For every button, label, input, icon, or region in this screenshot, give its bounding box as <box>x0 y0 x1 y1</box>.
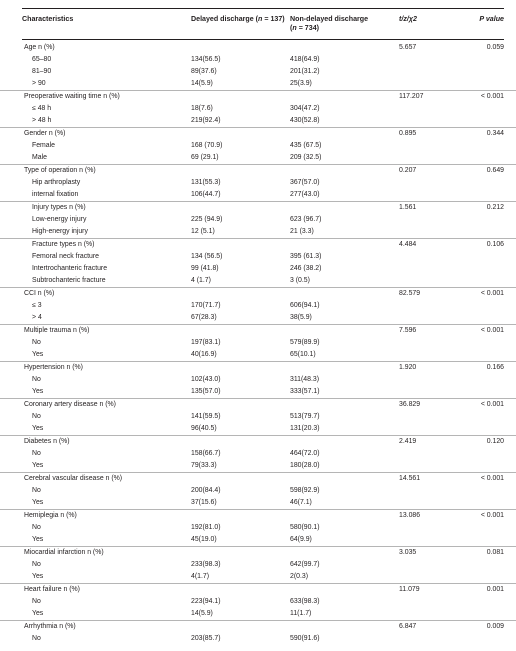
table-row <box>0 386 516 398</box>
cell-characteristic: Injury types n (%) <box>32 204 86 211</box>
cell-delayed: 89(37.6) <box>191 68 217 75</box>
cell-characteristic: Intertrochanteric fracture <box>32 265 108 272</box>
cell-statistic: 5.657 <box>399 44 417 51</box>
cell-p-value: 0.001 <box>486 586 504 593</box>
cell-characteristic: No <box>32 376 41 383</box>
cell-statistic: 36.829 <box>399 401 421 408</box>
cell-characteristic: Preoperative waiting time n (%) <box>24 93 120 100</box>
table-row <box>0 337 516 349</box>
cell-characteristic: Miocardial infarction n (%) <box>24 549 104 556</box>
table-row <box>0 140 516 152</box>
cell-delayed: 79(33.3) <box>191 462 217 469</box>
cell-characteristic: Type of operation n (%) <box>24 167 96 174</box>
cell-delayed: 102(43.0) <box>191 376 221 383</box>
table-row <box>0 127 516 140</box>
cell-non-delayed: 367(57.0) <box>290 179 320 186</box>
cell-p-value: < 0.001 <box>480 290 504 297</box>
cell-characteristic: Yes <box>32 425 44 432</box>
cell-non-delayed: 435 (67.5) <box>290 142 322 149</box>
cell-delayed: 233(98.3) <box>191 561 221 568</box>
header-test-statistic: t/z/χ2 <box>399 15 417 23</box>
cell-statistic: 13.086 <box>399 512 421 519</box>
cell-non-delayed: 2(0.3) <box>290 573 309 580</box>
cell-delayed: 192(81.0) <box>191 524 221 531</box>
cell-characteristic: 65–80 <box>32 56 52 63</box>
cell-characteristic: internal fixation <box>32 191 79 198</box>
table-row <box>0 411 516 423</box>
header-delayed-discharge <box>191 15 285 24</box>
table-row <box>0 374 516 386</box>
cell-p-value: < 0.001 <box>480 93 504 100</box>
cell-non-delayed: 418(64.9) <box>290 56 320 63</box>
cell-statistic: 14.561 <box>399 475 421 482</box>
cell-delayed: 4(1.7) <box>191 573 210 580</box>
cell-p-value: 0.649 <box>486 167 504 174</box>
header-non-delayed-n: n <box>292 24 297 32</box>
table-row <box>0 287 516 300</box>
cell-delayed: 96(40.5) <box>191 425 217 432</box>
table-row <box>0 214 516 226</box>
cell-p-value: 0.166 <box>486 364 504 371</box>
cell-characteristic: > 90 <box>32 80 46 87</box>
cell-characteristic: Coronary artery disease n (%) <box>24 401 116 408</box>
cell-non-delayed: 21 (3.3) <box>290 228 314 235</box>
table-row <box>0 349 516 361</box>
cell-non-delayed: 65(10.1) <box>290 351 316 358</box>
table-row <box>0 620 516 633</box>
header-delayed-pre: Delayed discharge ( <box>191 15 259 23</box>
table-row <box>0 361 516 374</box>
cell-non-delayed: 642(99.7) <box>290 561 320 568</box>
header-bottom-rule <box>22 39 504 40</box>
cell-non-delayed: 201(31.2) <box>290 68 320 75</box>
cell-p-value: 0.212 <box>486 204 504 211</box>
header-non-delayed-post: = 734) <box>296 24 320 32</box>
table-row <box>0 201 516 214</box>
cell-p-value: 0.106 <box>486 241 504 248</box>
cell-delayed: 69 (29.1) <box>191 154 219 161</box>
cell-characteristic: Yes <box>32 610 44 617</box>
cell-characteristic: CCI n (%) <box>24 290 55 297</box>
cell-characteristic: No <box>32 635 41 642</box>
cell-delayed: 197(83.1) <box>191 339 221 346</box>
table-row <box>0 54 516 66</box>
cell-non-delayed: 606(94.1) <box>290 302 320 309</box>
cell-delayed: 37(15.6) <box>191 499 217 506</box>
table-row <box>0 472 516 485</box>
cell-characteristic: Cerebral vascular disease n (%) <box>24 475 123 482</box>
cell-statistic: 1.920 <box>399 364 417 371</box>
cell-p-value: 0.344 <box>486 130 504 137</box>
header-delayed-post: = 137) <box>262 15 285 23</box>
cell-characteristic: Multiple trauma n (%) <box>24 327 90 334</box>
cell-p-value: < 0.001 <box>480 475 504 482</box>
table-row <box>0 559 516 571</box>
cell-statistic: 82.579 <box>399 290 421 297</box>
cell-statistic: 2.419 <box>399 438 417 445</box>
cell-characteristic: Yes <box>32 536 44 543</box>
cell-characteristic: > 4 <box>32 314 42 321</box>
cell-non-delayed: 623 (96.7) <box>290 216 322 223</box>
table-row <box>0 522 516 534</box>
cell-characteristic: No <box>32 413 41 420</box>
cell-statistic: 0.207 <box>399 167 417 174</box>
table-row <box>0 534 516 546</box>
cell-delayed: 131(55.3) <box>191 179 221 186</box>
table-row <box>0 115 516 127</box>
cell-statistic: 6.847 <box>399 623 417 630</box>
cell-characteristic: No <box>32 450 41 457</box>
table-row <box>0 103 516 115</box>
table-row <box>0 238 516 251</box>
table-row <box>0 398 516 411</box>
cell-characteristic: 81–90 <box>32 68 52 75</box>
cell-delayed: 18(7.6) <box>191 105 213 112</box>
table-row <box>0 312 516 324</box>
cell-statistic: 0.895 <box>399 130 417 137</box>
cell-non-delayed: 3 (0.5) <box>290 277 310 284</box>
table-row <box>0 633 516 645</box>
table-top-rule <box>22 8 504 9</box>
cell-characteristic: No <box>32 339 41 346</box>
cell-non-delayed: 333(57.1) <box>290 388 320 395</box>
cell-p-value: 0.009 <box>486 623 504 630</box>
table-row <box>0 78 516 90</box>
cell-non-delayed: 180(28.0) <box>290 462 320 469</box>
table-row <box>0 448 516 460</box>
table-row <box>0 251 516 263</box>
cell-non-delayed: 580(90.1) <box>290 524 320 531</box>
table-row <box>0 596 516 608</box>
table-row <box>0 423 516 435</box>
cell-characteristic: No <box>32 561 41 568</box>
table-row <box>0 497 516 509</box>
cell-characteristic: Yes <box>32 462 44 469</box>
cell-characteristic: Yes <box>32 499 44 506</box>
table-row <box>0 509 516 522</box>
cell-delayed: 168 (70.9) <box>191 142 223 149</box>
header-non-delayed-pre: ( <box>290 24 293 32</box>
cell-p-value: < 0.001 <box>480 401 504 408</box>
cell-delayed: 170(71.7) <box>191 302 221 309</box>
cell-characteristic: Yes <box>32 388 44 395</box>
table-row <box>0 152 516 164</box>
cell-characteristic: Hemiplegia n (%) <box>24 512 77 519</box>
cell-non-delayed: 246 (38.2) <box>290 265 322 272</box>
cell-non-delayed: 579(89.9) <box>290 339 320 346</box>
cell-characteristic: Female <box>32 142 55 149</box>
cell-delayed: 12 (5.1) <box>191 228 215 235</box>
table-row <box>0 583 516 596</box>
table-row <box>0 435 516 448</box>
cell-delayed: 67(28.3) <box>191 314 217 321</box>
cell-delayed: 4 (1.7) <box>191 277 211 284</box>
cell-non-delayed: 513(79.7) <box>290 413 320 420</box>
cell-characteristic: Femoral neck fracture <box>32 253 100 260</box>
table-row <box>0 164 516 177</box>
table-row <box>0 608 516 620</box>
cell-non-delayed: 304(47.2) <box>290 105 320 112</box>
table-row <box>0 300 516 312</box>
table-row <box>0 460 516 472</box>
cell-non-delayed: 430(52.8) <box>290 117 320 124</box>
table-row <box>0 485 516 497</box>
cell-delayed: 135(57.0) <box>191 388 221 395</box>
header-characteristics: Characteristics <box>22 15 74 23</box>
table-row <box>0 90 516 103</box>
cell-p-value: < 0.001 <box>480 512 504 519</box>
cell-non-delayed: 11(1.7) <box>290 610 312 617</box>
cell-characteristic: Yes <box>32 351 44 358</box>
table-row <box>0 571 516 583</box>
cell-delayed: 45(19.0) <box>191 536 217 543</box>
cell-statistic: 4.484 <box>399 241 417 248</box>
cell-non-delayed: 633(98.3) <box>290 598 320 605</box>
header-delayed-n: n <box>258 15 263 23</box>
cell-delayed: 219(92.4) <box>191 117 221 124</box>
header-non-delayed-line1: Non-delayed discharge <box>290 15 369 23</box>
cell-characteristic: High-energy injury <box>32 228 88 235</box>
cell-delayed: 134(56.5) <box>191 56 221 63</box>
cell-p-value: 0.059 <box>486 44 504 51</box>
cell-p-value: < 0.001 <box>480 327 504 334</box>
cell-delayed: 223(94.1) <box>191 598 221 605</box>
cell-p-value: 0.120 <box>486 438 504 445</box>
cell-delayed: 158(66.7) <box>191 450 221 457</box>
cell-characteristic: No <box>32 524 41 531</box>
cell-non-delayed: 131(20.3) <box>290 425 320 432</box>
cell-non-delayed: 598(92.9) <box>290 487 320 494</box>
table-row <box>0 546 516 559</box>
cell-delayed: 14(5.9) <box>191 80 213 87</box>
cell-non-delayed: 311(48.3) <box>290 376 319 383</box>
table-row <box>0 189 516 201</box>
cell-non-delayed: 277(43.0) <box>290 191 320 198</box>
header-p-value: P value <box>479 15 504 23</box>
cell-characteristic: Gender n (%) <box>24 130 66 137</box>
cell-characteristic: Diabetes n (%) <box>24 438 70 445</box>
table-body <box>0 42 516 645</box>
cell-statistic: 11.079 <box>399 586 420 593</box>
cell-characteristic: Male <box>32 154 47 161</box>
table-row <box>0 226 516 238</box>
cell-characteristic: Hip arthroplasty <box>32 179 81 186</box>
cell-delayed: 203(85.7) <box>191 635 221 642</box>
cell-delayed: 40(16.9) <box>191 351 217 358</box>
cell-delayed: 141(59.5) <box>191 413 221 420</box>
cell-characteristic: Low-energy injury <box>32 216 87 223</box>
cell-characteristic: > 48 h <box>32 117 52 124</box>
cell-non-delayed: 64(9.9) <box>290 536 312 543</box>
cell-characteristic: Fracture types n (%) <box>32 241 95 248</box>
cell-characteristic: Subtrochanteric fracture <box>32 277 106 284</box>
cell-statistic: 7.596 <box>399 327 417 334</box>
cell-delayed: 106(44.7) <box>191 191 221 198</box>
header-non-delayed-discharge <box>290 15 368 33</box>
cell-non-delayed: 464(72.0) <box>290 450 320 457</box>
cell-non-delayed: 395 (61.3) <box>290 253 322 260</box>
table-row <box>0 42 516 54</box>
table-row <box>0 263 516 275</box>
cell-delayed: 200(84.4) <box>191 487 221 494</box>
cell-delayed: 225 (94.9) <box>191 216 223 223</box>
table-row <box>0 177 516 189</box>
cell-non-delayed: 38(5.9) <box>290 314 312 321</box>
cell-delayed: 14(5.9) <box>191 610 213 617</box>
cell-characteristic: No <box>32 598 41 605</box>
cell-statistic: 117.207 <box>399 93 424 100</box>
cell-characteristic: Age n (%) <box>24 44 55 51</box>
cell-delayed: 134 (56.5) <box>191 253 223 260</box>
cell-statistic: 3.035 <box>399 549 417 556</box>
table-row <box>0 324 516 337</box>
cell-p-value: 0.081 <box>486 549 504 556</box>
cell-non-delayed: 590(91.6) <box>290 635 320 642</box>
cell-characteristic: Arrhythmia n (%) <box>24 623 76 630</box>
table-row <box>0 66 516 78</box>
cell-characteristic: Yes <box>32 573 44 580</box>
cell-characteristic: ≤ 48 h <box>32 105 52 112</box>
cell-characteristic: Heart failure n (%) <box>24 586 80 593</box>
cell-characteristic: Hypertension n (%) <box>24 364 83 371</box>
cell-statistic: 1.561 <box>399 204 417 211</box>
cell-non-delayed: 209 (32.5) <box>290 154 322 161</box>
cell-characteristic: ≤ 3 <box>32 302 42 309</box>
cell-non-delayed: 46(7.1) <box>290 499 312 506</box>
table-row <box>0 275 516 287</box>
cell-non-delayed: 25(3.9) <box>290 80 312 87</box>
cell-delayed: 99 (41.8) <box>191 265 219 272</box>
cell-characteristic: No <box>32 487 41 494</box>
